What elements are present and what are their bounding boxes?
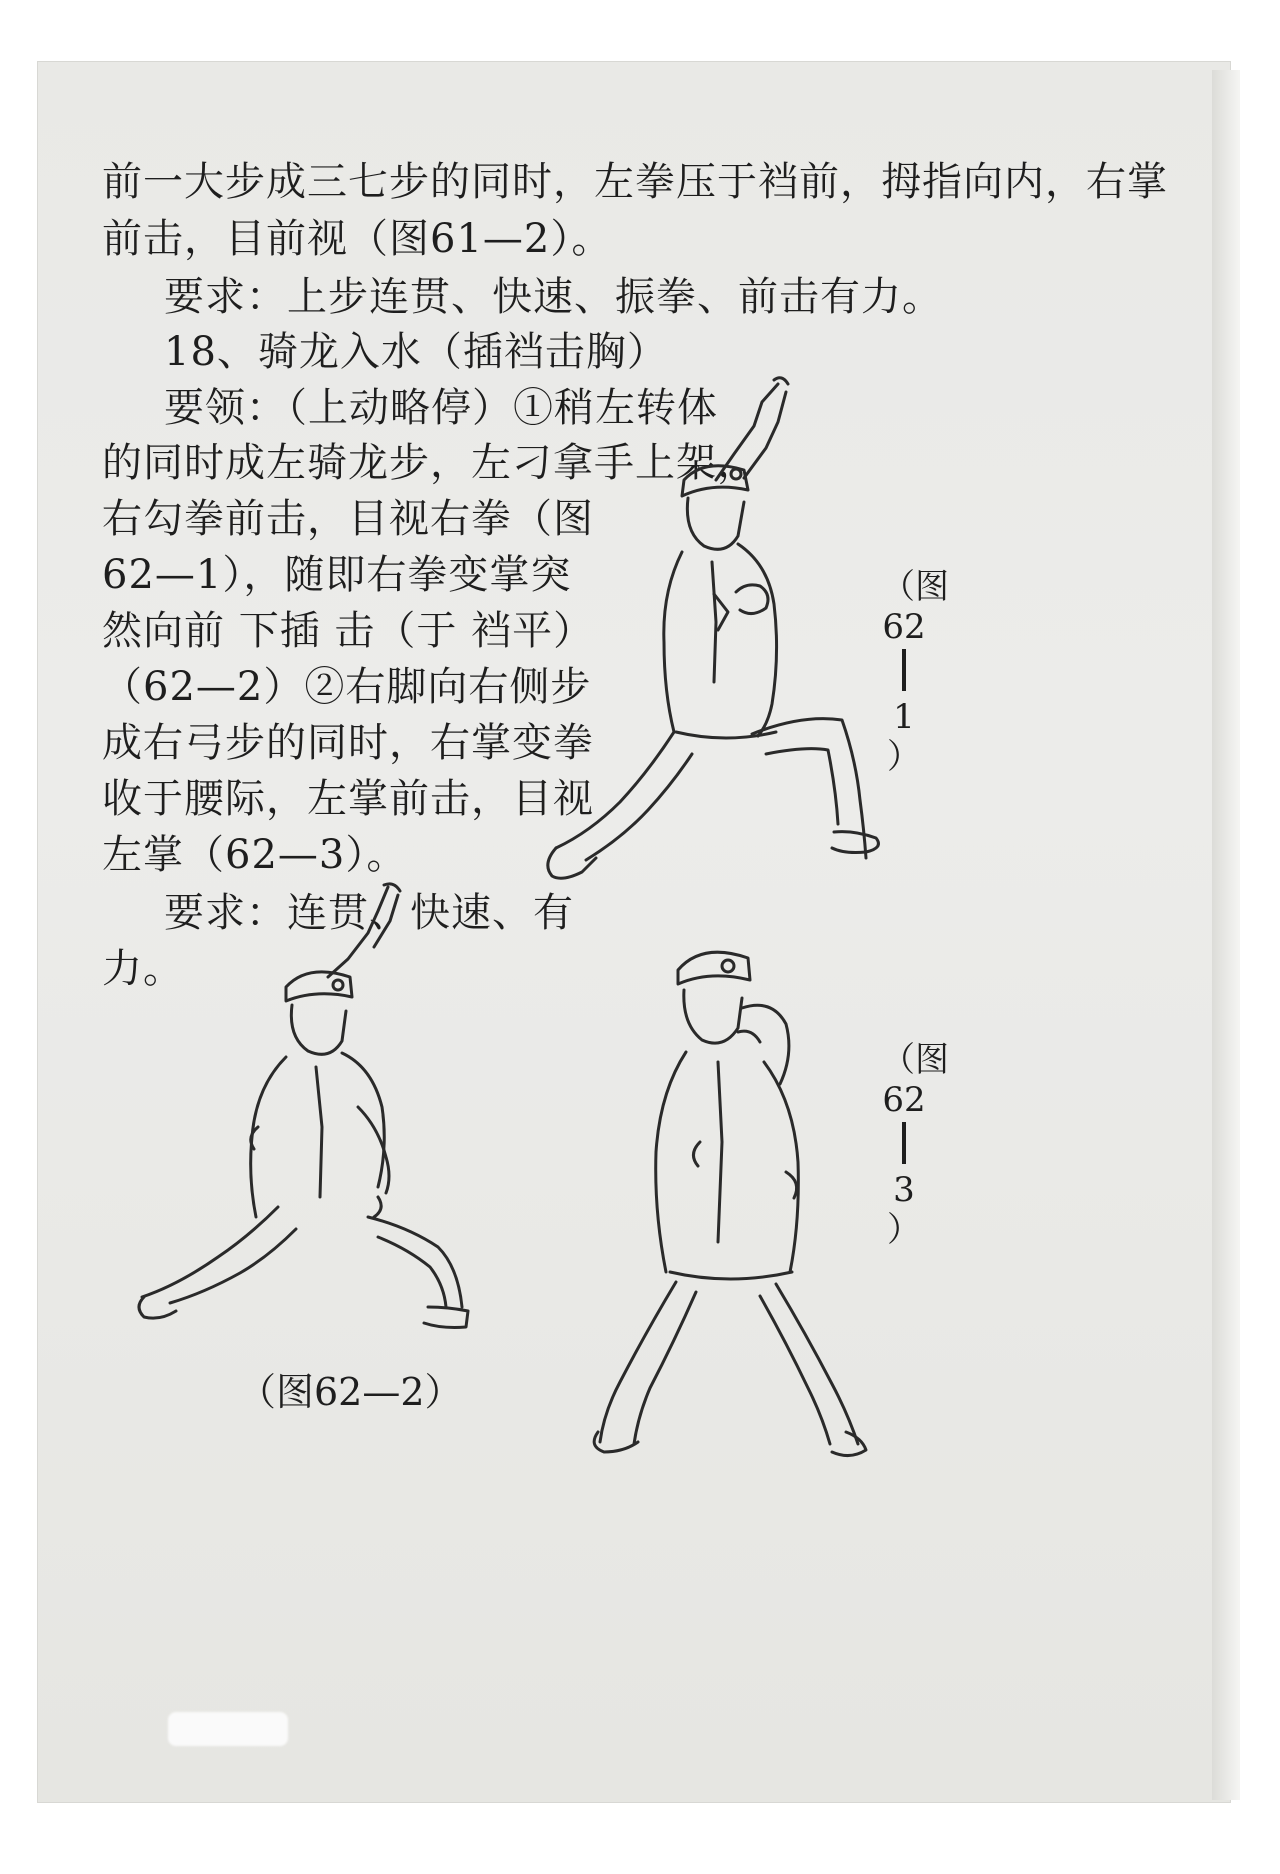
figure-62-1-label-sub: 1: [893, 697, 915, 737]
text-line-10: （62—2）②右脚向右侧步: [102, 664, 592, 710]
figure-62-3-illustration: [546, 912, 926, 1472]
text-line-13: 左掌（62—3）。: [102, 832, 408, 878]
figure-62-3-label-close: ）: [887, 1210, 921, 1250]
figure-62-3-label: [881, 1040, 949, 1250]
text-line-8: 62—1），随即右拳变掌突: [102, 552, 572, 598]
figure-62-2-caption: （图62—2）: [238, 1370, 463, 1414]
figure-62-1-illustration: [516, 362, 926, 882]
figure-62-3-label-dash: [902, 1122, 906, 1164]
text-line-9: 然向前 下插 击（于 裆平）: [102, 608, 595, 654]
text-line-3: 要求：上步连贯、快速、振拳、前击有力。: [164, 274, 943, 320]
text-line-4: 18、骑龙入水（插裆击胸）: [164, 329, 668, 375]
figure-62-3-label-sub: 3: [893, 1170, 915, 1210]
text-line-11: 成右弓步的同时，右掌变拳: [102, 720, 594, 766]
figure-62-1-label-number: 62: [882, 607, 926, 647]
figure-62-1-label-close: ）: [887, 737, 921, 777]
book-page: [38, 62, 1230, 1802]
figure-62-3-label-number: 62: [882, 1080, 926, 1120]
figure-62-2-illustration: [128, 877, 508, 1357]
figure-62-1-label-dash: [902, 649, 906, 691]
text-line-2: 前击，目前视（图61—2）。: [102, 216, 613, 262]
text-line-7: 右勾拳前击，目视右拳（图: [102, 496, 594, 542]
figure-62-3-label-open: （图: [881, 1040, 949, 1080]
text-line-1: 前一大步成三七步的同时，左拳压于裆前，拇指向内，右掌: [102, 159, 1168, 205]
text-line-14: 要求：连贯、快速、有: [164, 890, 574, 936]
figure-62-1-label: [881, 567, 949, 777]
page-smudge: [168, 1712, 288, 1746]
text-line-12: 收于腰际，左掌前击，目视: [102, 776, 594, 822]
text-line-5: 要领：（上动略停）①稍左转体: [164, 385, 718, 431]
text-line-6: 的同时成左骑龙步，左刁拿手上架，: [102, 440, 758, 486]
text-line-15: 力。: [102, 946, 184, 992]
figure-62-1-label-open: （图: [881, 567, 949, 607]
